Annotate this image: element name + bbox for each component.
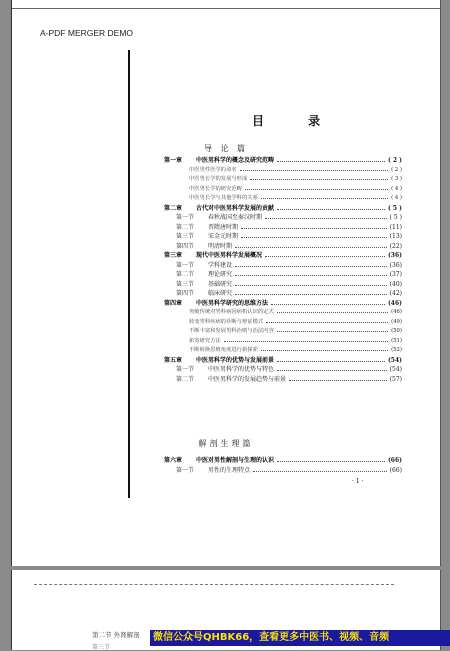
- toc-entry-text: 明清时期: [208, 242, 233, 250]
- toc-chapter-row: [164, 456, 402, 466]
- toc-entry-text: 中医男科学的优势与特色: [208, 366, 275, 373]
- toc-entry-text: 中医男科学研究的思维方法: [196, 299, 269, 307]
- toc-entry-number: 第四节: [176, 242, 195, 250]
- toc-page-number: (52): [391, 347, 402, 353]
- toc-page-number: ( 3 ): [391, 176, 402, 182]
- toc-entry-number: 第二节: [176, 375, 195, 383]
- toc-entry-label: [176, 223, 238, 233]
- toc-leader-dots: [271, 300, 385, 305]
- toc-entry-label: [176, 280, 232, 290]
- toc-entry-row: [164, 466, 402, 476]
- page-top-border: [12, 8, 440, 9]
- toc-leader-dots: [241, 224, 387, 229]
- toc-entry-label: [189, 318, 263, 328]
- toc-chapter-row: [164, 356, 402, 366]
- toc-page-number: (57): [389, 375, 402, 383]
- toc-page-number: (51): [391, 337, 402, 344]
- toc-entry-text: 古代对中医男科学发展的贡献: [196, 204, 275, 212]
- toc-entry-row: [164, 289, 402, 299]
- toc-entry-label: [189, 346, 258, 356]
- table-of-contents: [164, 156, 402, 384]
- toc-chapter-row: [164, 156, 402, 166]
- toc-entry-text: 突破传统对男科病因病机认识的定式: [189, 309, 274, 315]
- toc-page-number: (40): [389, 280, 402, 288]
- toc-entry-number: 第三节: [176, 233, 195, 240]
- toc-entry-label: [164, 204, 274, 214]
- toc-entry-row: [164, 185, 402, 195]
- toc-entry-label: [189, 337, 221, 347]
- section-heading-intro: 导 论 篇: [203, 144, 249, 153]
- toc-entry-row: [164, 270, 402, 280]
- toc-entry-number: 第二章: [164, 204, 183, 212]
- toc-page-number: (49): [391, 318, 402, 325]
- toc-entry-label: [176, 270, 232, 280]
- toc-entry-text: 中医对男性解剖与生理的认识: [196, 457, 275, 464]
- toc-leader-dots: [266, 318, 388, 323]
- page2-toc-line: 第二节 外肾解剖: [92, 631, 140, 639]
- toc-entry-label: [176, 289, 232, 299]
- toc-leader-dots: [265, 252, 385, 257]
- toc-entry-label: [176, 375, 286, 385]
- toc-page-number: ( 2 ): [387, 157, 402, 164]
- toc-entry-label: [164, 356, 274, 366]
- toc-entry-text: 中医男长学的研究范畴: [189, 185, 242, 192]
- toc-entry-label: [176, 242, 232, 252]
- toc-entry-row: [164, 280, 402, 290]
- toc-entry-number: 第六章: [164, 457, 183, 464]
- toc-leader-dots: [277, 457, 385, 462]
- toc-entry-label: [164, 299, 268, 309]
- toc-entry-text: 中医男长学的发展与形成: [189, 176, 248, 182]
- toc-page-number: (13): [389, 233, 402, 240]
- toc-entry-label: [189, 185, 242, 195]
- toc-page-number: (46): [387, 299, 402, 307]
- toc-entry-label: [189, 327, 274, 337]
- toc-entry-row: [164, 166, 402, 176]
- toc-entry-text: 中医男长学与其他学科的关系: [189, 195, 258, 201]
- toc-leader-dots: [277, 308, 388, 313]
- toc-leader-dots: [277, 157, 385, 162]
- toc-leader-dots: [240, 166, 388, 171]
- page2-toc-line-partial: 第三节: [92, 644, 111, 651]
- toc-entry-text: 现代中医男科学发展概况: [196, 252, 263, 259]
- toc-chapter-row: [164, 204, 402, 214]
- toc-entry-number: 第二节: [176, 271, 195, 278]
- toc-page-number: (22): [389, 242, 402, 250]
- toc-page-number: (50): [391, 328, 402, 334]
- toc-entry-label: [164, 251, 262, 261]
- toc-page-number: (37): [389, 271, 402, 278]
- toc-entry-text: 宋金元时期: [208, 233, 239, 240]
- toc-entry-text: 中医男科学的优势与发展前景: [196, 356, 275, 364]
- toc-leader-dots: [241, 233, 387, 238]
- toc-page-number: ( 4 ): [391, 185, 402, 192]
- toc-entry-text: 春秋战国至秦汉时期: [208, 214, 263, 221]
- toc-entry-number: 第一节: [176, 261, 195, 269]
- section-heading-anatomy: 解剖生理篇: [198, 439, 254, 448]
- toc-entry-label: [164, 456, 274, 466]
- toc-page-number: (66): [389, 466, 402, 474]
- toc-entry-number: 第三节: [176, 280, 195, 288]
- toc-entry-text: 不断丰富和发展男科治则与治法内容: [189, 328, 274, 334]
- toc-leader-dots: [235, 281, 387, 286]
- toc-entry-number: 第五章: [164, 356, 183, 364]
- toc-entry-row: [164, 223, 402, 233]
- toc-page-number: (11): [389, 223, 402, 231]
- document-page-1: [11, 0, 441, 566]
- toc-entry-label: [176, 365, 274, 375]
- toc-leader-dots: [277, 205, 385, 210]
- toc-entry-label: [176, 261, 232, 271]
- toc-entry-row: [164, 175, 402, 185]
- toc-entry-row: [164, 261, 402, 271]
- toc-leader-dots: [261, 346, 388, 351]
- toc-leader-dots: [265, 214, 387, 219]
- toc-entry-row: [164, 242, 402, 252]
- toc-entry-row: [164, 213, 402, 223]
- toc-entry-row: [164, 232, 402, 242]
- table-of-contents-continued: [164, 456, 402, 475]
- page-number: · 1 ·: [352, 478, 364, 485]
- toc-entry-row: [164, 375, 402, 385]
- toc-leader-dots: [277, 357, 385, 362]
- watermark-label: A-PDF MERGER DEMO: [40, 28, 134, 38]
- scan-shadow-line: [128, 50, 130, 498]
- toc-page-number: ( 5 ): [387, 204, 402, 212]
- toc-page-number: (66): [387, 457, 402, 464]
- toc-page-number: (54): [387, 356, 402, 364]
- toc-entry-number: 第四节: [176, 290, 195, 297]
- toc-page-number: (54): [389, 366, 402, 373]
- toc-leader-dots: [253, 467, 387, 472]
- toc-chapter-row: [164, 299, 402, 309]
- toc-entry-text: 学科建设: [208, 261, 233, 269]
- toc-entry-number: 第一章: [164, 157, 183, 164]
- toc-entry-number: 第四章: [164, 299, 183, 307]
- toc-entry-row: [164, 308, 402, 318]
- toc-leader-dots: [277, 327, 388, 332]
- toc-title: 目 录: [252, 114, 341, 128]
- toc-leader-dots: [224, 337, 388, 342]
- page-cut-dashed-line: [34, 584, 394, 585]
- toc-leader-dots: [235, 271, 387, 276]
- toc-entry-number: 第一节: [176, 366, 195, 373]
- toc-entry-text: 中医男科学的发展趋势与前景: [208, 375, 287, 383]
- toc-entry-row: [164, 318, 402, 328]
- toc-leader-dots: [245, 185, 388, 190]
- toc-entry-text: 转变男科疾病的诊断与辩证模式: [189, 318, 264, 325]
- toc-entry-row: [164, 327, 402, 337]
- toc-leader-dots: [250, 175, 388, 180]
- toc-entry-number: 第二节: [176, 223, 195, 231]
- toc-leader-dots: [235, 243, 387, 248]
- toc-entry-number: 第三章: [164, 252, 183, 259]
- toc-entry-row: [164, 365, 402, 375]
- toc-entry-text: 男性的生理特点: [208, 466, 251, 474]
- toc-entry-text: 中医男性医学的命名: [189, 166, 237, 173]
- toc-entry-text: 拓宽研究方法: [189, 337, 221, 344]
- toc-entry-text: 临床研究: [208, 290, 233, 297]
- toc-leader-dots: [235, 262, 387, 267]
- toc-entry-text: 基础研究: [208, 280, 233, 288]
- toc-leader-dots: [261, 194, 388, 199]
- toc-page-number: (36): [389, 261, 402, 269]
- toc-entry-label: [176, 232, 238, 242]
- toc-entry-row: [164, 346, 402, 356]
- toc-entry-label: [189, 166, 237, 176]
- toc-entry-number: 第一节: [176, 214, 195, 221]
- toc-entry-number: 第一节: [176, 466, 195, 474]
- toc-entry-text: 晋隋唐时期: [208, 223, 239, 231]
- toc-page-number: (42): [389, 290, 402, 297]
- toc-page-number: (46): [391, 309, 402, 315]
- toc-entry-label: [176, 466, 250, 476]
- toc-entry-label: [164, 156, 274, 166]
- toc-page-number: ( 2 ): [391, 166, 402, 173]
- toc-entry-label: [189, 175, 247, 185]
- toc-entry-row: [164, 194, 402, 204]
- toc-entry-text: 理论研究: [208, 271, 233, 278]
- toc-page-number: ( 5 ): [389, 214, 402, 221]
- toc-entry-label: [189, 308, 274, 318]
- promo-banner: 微信公众号QHBK66，查看更多中医书、视频、音频: [150, 630, 450, 646]
- toc-entry-label: [176, 213, 262, 223]
- toc-chapter-row: [164, 251, 402, 261]
- toc-leader-dots: [289, 376, 387, 381]
- toc-leader-dots: [235, 290, 387, 295]
- toc-page-number: ( 4 ): [391, 195, 402, 201]
- toc-entry-label: [189, 194, 258, 204]
- toc-entry-text: 不断转换思维角度进行新探索: [189, 347, 258, 353]
- toc-entry-text: 中医男科学的概念及研究范畴: [196, 157, 275, 164]
- toc-leader-dots: [277, 366, 387, 371]
- toc-page-number: (36): [387, 252, 402, 259]
- toc-entry-row: [164, 337, 402, 347]
